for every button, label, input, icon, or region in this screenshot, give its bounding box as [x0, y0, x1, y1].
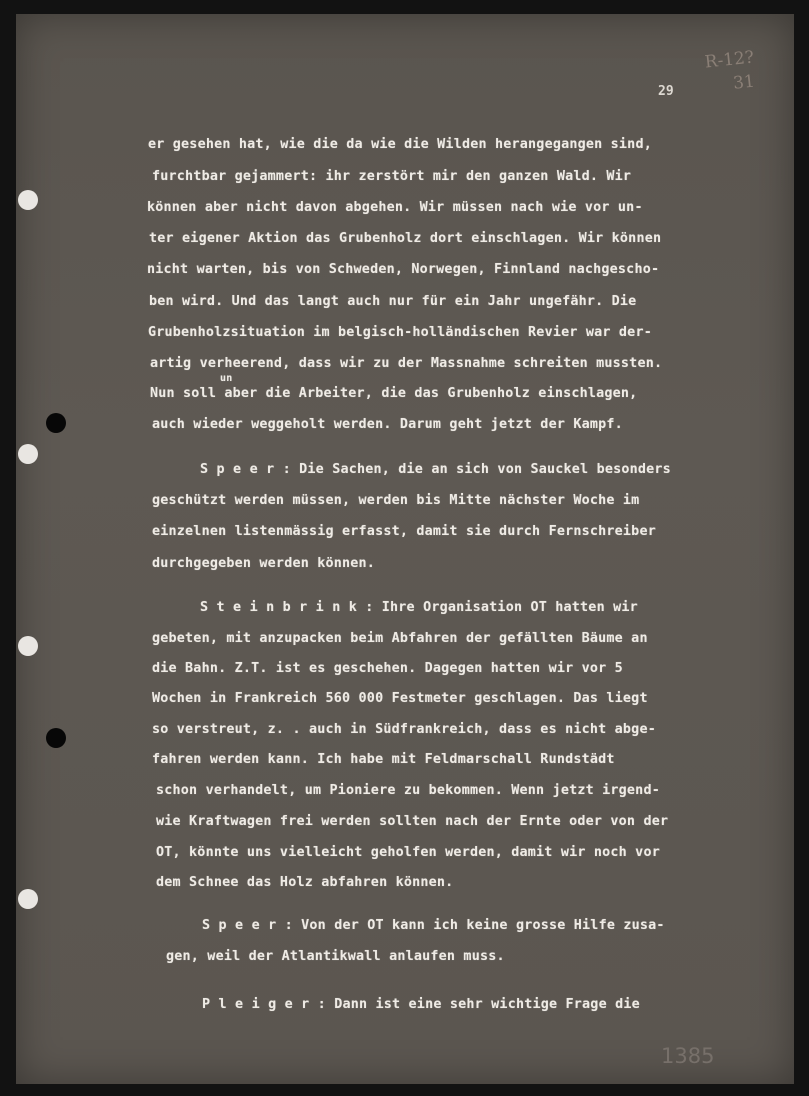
text-line: ben wird. Und das langt auch nur für ein Jahr ungefähr. Die	[149, 294, 637, 309]
text-line: gen, weil der Atlantikwall anlaufen muss.	[166, 949, 505, 964]
speaker-line: S t e i n b r i n k : Ihre Organisation OT hatten wir	[200, 600, 638, 615]
punch-hole	[18, 444, 38, 464]
annotation-line: R-12?	[703, 47, 755, 73]
speaker-line: S p e e r : Die Sachen, die an sich von Sauckel besonders	[200, 462, 671, 477]
punch-hole	[46, 728, 66, 748]
text-line: so verstreut, z. . auch in Südfrankreich, dass es nicht abge-	[152, 722, 656, 737]
text-line: können aber nicht davon abgehen. Wir müssen nach wie vor un-	[147, 200, 643, 215]
text-line: OT, könnte uns vielleicht geholfen werden, damit wir noch vor	[156, 845, 660, 860]
text-line: wie Kraftwagen frei werden sollten nach der Ernte oder von der	[156, 814, 669, 829]
text-line: nicht warten, bis von Schweden, Norwegen, Finnland nachgescho-	[147, 262, 660, 277]
handwritten-annotation	[704, 46, 758, 99]
text-line: gebeten, mit anzupacken beim Abfahren der gefällten Bäume an	[152, 631, 648, 646]
text-line: schon verhandelt, um Pioniere zu bekommen. Wenn jetzt irgend-	[156, 783, 660, 798]
text-line: einzelnen listenmässig erfasst, damit sie durch Fernschreiber	[152, 524, 656, 539]
text-line: fahren werden kann. Ich habe mit Feldmarschall Rundstädt	[152, 752, 615, 767]
text-line: artig verheerend, dass wir zu der Massnahme schreiten mussten.	[150, 356, 663, 371]
text-line: geschützt werden müssen, werden bis Mitte nächster Woche im	[152, 493, 640, 508]
punch-hole	[18, 636, 38, 656]
text-line: dem Schnee das Holz abfahren können.	[156, 875, 454, 890]
speaker-line: P l e i g e r : Dann ist eine sehr wichtige Frage die	[202, 997, 640, 1012]
punch-hole	[18, 190, 38, 210]
text-line: die Bahn. Z.T. ist es geschehen. Dagegen hatten wir vor 5	[152, 661, 623, 676]
punch-hole	[18, 889, 38, 909]
punch-hole	[46, 413, 66, 433]
document-page	[16, 14, 794, 1084]
page-number: 29	[658, 84, 674, 99]
text-line: furchtbar gejammert: ihr zerstört mir den ganzen Wald. Wir	[152, 169, 632, 184]
text-line: Nun soll aber die Arbeiter, die das Grubenholz einschlagen,	[150, 386, 638, 401]
speaker-line: S p e e r : Von der OT kann ich keine grosse Hilfe zusa-	[202, 918, 665, 933]
text-line: ter eigener Aktion das Grubenholz dort einschlagen. Wir können	[149, 231, 662, 246]
text-line: Grubenholzsituation im belgisch-holländischen Revier war der-	[148, 325, 652, 340]
annotation-line: 31	[732, 71, 756, 94]
page-stamp: 1385	[661, 1044, 715, 1068]
text-line: Wochen in Frankreich 560 000 Festmeter geschlagen. Das liegt	[152, 691, 648, 706]
text-line: durchgegeben werden können.	[152, 556, 376, 571]
text-line: er gesehen hat, wie die da wie die Wilden herangegangen sind,	[148, 137, 652, 152]
interlinear-insert: un	[220, 373, 233, 384]
text-line: auch wieder weggeholt werden. Darum geht jetzt der Kampf.	[152, 417, 623, 432]
